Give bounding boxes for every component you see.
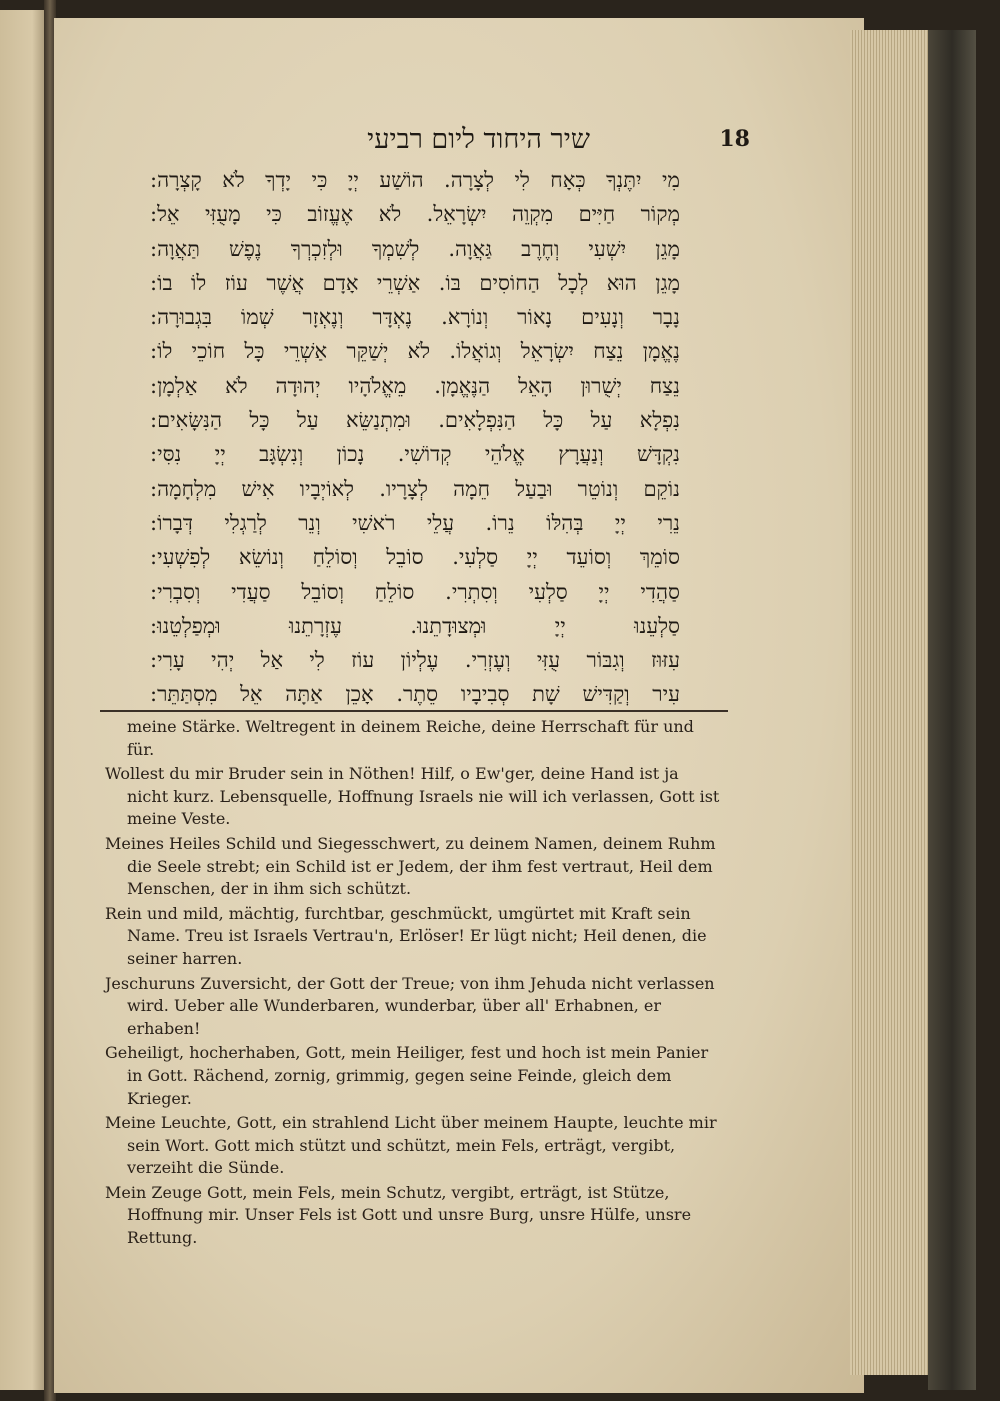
page-stack-edge [850,30,930,1375]
translation-text: Jeschuruns Zuversicht, der Gott der Treue; von ihm Jehuda nicht verlassen wird. Ueber alle Wunderbaren, wunderbar, über all' Erhabnen, er erhaben! [105,973,715,1038]
translation-text: Wollest du mir Bruder sein in Nöthen! Hilf, o Ew'ger, deine Hand ist ja nicht kurz. Lebensquelle, Hoffnung Israels nie will ich verlassen, Gott ist meine Veste. [105,764,720,829]
hebrew-line: נָבָר וְנָעִים נָאוֹר וְנוֹרָא. נֶאְדָּר וְנֶאְזָר שְׁמוֹ בִּגְבוּרָה: [150,305,680,330]
translation-paragraph [105,1042,723,1110]
running-head: שיר היחוד ליום רביעי [367,124,590,155]
hebrew-line: מָגֵן הוּא לְכָל הַחוֹסִים בּוֹ. אַשְׁרֵי אָדָם אֲשֶׁר עוֹז לוֹ בוֹ: [150,270,680,295]
hebrew-line: נֵצַח יְשֻׁרוּן הָאֵל הַנֶּאֱמָן. מֵאֱלֹהָיו יְהוּדָה לֹא אַלְמָן: [150,373,680,398]
hebrew-line: נִפְלָא עַל כָּל הַנִּפְלָאִים. וּמִתְנַשֵּׂא עַל כָּל הַנִּשָּׂאִים: [150,408,680,433]
hebrew-line: מָגֵן יִשְׁעִי וְחֶרֶב גַּאֲוָה. לְשִׁמְךָ וּלְזִכְרְךָ נֶפֶשׁ תַּאֲוָה: [150,236,680,261]
translation-text: Meine Leuchte, Gott, ein strahlend Licht über meinem Haupte, leuchte mir sein Wort. Gott mich stützt und schützt, mein Fels, erträgt, vergibt, verzeiht die Sünde. [105,1113,717,1178]
hebrew-line: סַלְעֵנוּ יְיָ וּמְצוּדָתֵנוּ. עֶזְרָתֵנוּ וּמְפַלְטֵנוּ: [150,613,680,638]
translation-text: meine Stärke. Weltregent in deinem Reiche, deine Herrschaft für und für. [127,717,694,759]
hebrew-line: נֵרִי יְיָ בְּהִלּוֹ נֵרוֹ. עֲלֵי רֹאשִׁי וְנֵר לְרַגְלִי דְּבָרוֹ: [150,510,680,535]
hebrew-line: עִזּוּז וְגִבּוֹר עֻזִּי וְעֶזְרִי. עֶלְיוֹן עוֹז לִי אַל יְהִי עָרִי: [150,648,680,673]
translation-text: Meines Heiles Schild und Siegesschwert, zu deinem Namen, deinem Ruhm die Seele strebt; ein Schild ist er Jedem, der ihm fest vertraut, Heil dem Menschen, der in ihm sich schützt. [105,833,716,899]
hebrew-line: נִקְדָּשׁ וְנַעֲרָץ אֱלֹהֵי קְדוֹשִׁי. נָכוֹן וְנִשְׂגָּב יְיָ נִסִּי: [150,442,680,467]
hebrew-line: נוֹקֵם וְנוֹטֵר וּבַעַל חֵמָה לְצָרָיו. לְאוֹיְבָיו אִישׁ מִלְחָמָה: [150,476,680,501]
book-cover [928,30,976,1390]
translation-text: Rein und mild, mächtig, furchtbar, geschmückt, umgürtet mit Kraft sein Name. Treu ist Israels Vertrau'n, Erlöser! Er lügt nicht; Heil denen, die seiner harren. [105,903,707,968]
page-header [255,124,750,164]
hebrew-line: עִיר וְקַדִּישׁ שָׁת סְבִיבָיו סֵתֶר. אָכֵן אַתָּה אֵל מִסְתַּתֵּר: [150,682,680,707]
section-divider [100,710,728,712]
hebrew-line: סוֹמֵךְ וְסוֹעֵד יְיָ סַלְעִי. סוֹבֵל וְסוֹלֵחַ וְנוֹשֵׂא לְפִשְׁעִי: [150,545,680,570]
translation-paragraph [105,716,723,761]
hebrew-line: מְקוֹר חַיִּים מִקְוֵה יִשְׂרָאֵל. לֹא אֶעֱזוֹב כִּי מָעֻזִּי אֵל: [150,202,680,227]
hebrew-line: נֶאֱמָן נֵצַח יִשְׂרָאֵל וְגוֹאֲלוֹ. לֹא יְשַׁקֵּר אַשְׁרֵי כָּל חוֹכֵי לוֹ: [150,339,680,364]
page-number: 18 [719,126,750,152]
german-translation [105,716,723,1252]
translation-paragraph [105,763,723,831]
translation-paragraph [105,1182,723,1250]
translation-paragraph [105,903,723,971]
translation-text: Geheiligt, hocherhaben, Gott, mein Heiliger, fest und hoch ist mein Panier in Gott. Rächend, zornig, grimmig, gegen seine Feinde, gleich dem Krieger. [105,1043,709,1108]
left-page-edge [0,10,46,1390]
translation-text: Mein Zeuge Gott, mein Fels, mein Schutz, vergibt, erträgt, ist Stütze, Hoffnung mir. Unser Fels ist Gott und unsre Burg, unsre Hülfe, unsre Rettung. [105,1182,692,1248]
translation-paragraph [105,1112,723,1180]
hebrew-line: סַהֲדִי יְיָ סַלְעִי וְסִתְרִי. סוֹלֵחַ וְסוֹבֵל סַעֲדִי וְסִבְרִי: [150,579,680,604]
hebrew-line: מִי יִתֶּנְךָ כְּאָח לִי לְצָרָה. הוֹשַׁע יְיָ כִּי יָדְךָ לֹא קָצְרָה: [150,168,680,192]
translation-paragraph [105,973,723,1041]
hebrew-poem [150,163,680,712]
translation-paragraph [105,833,723,901]
